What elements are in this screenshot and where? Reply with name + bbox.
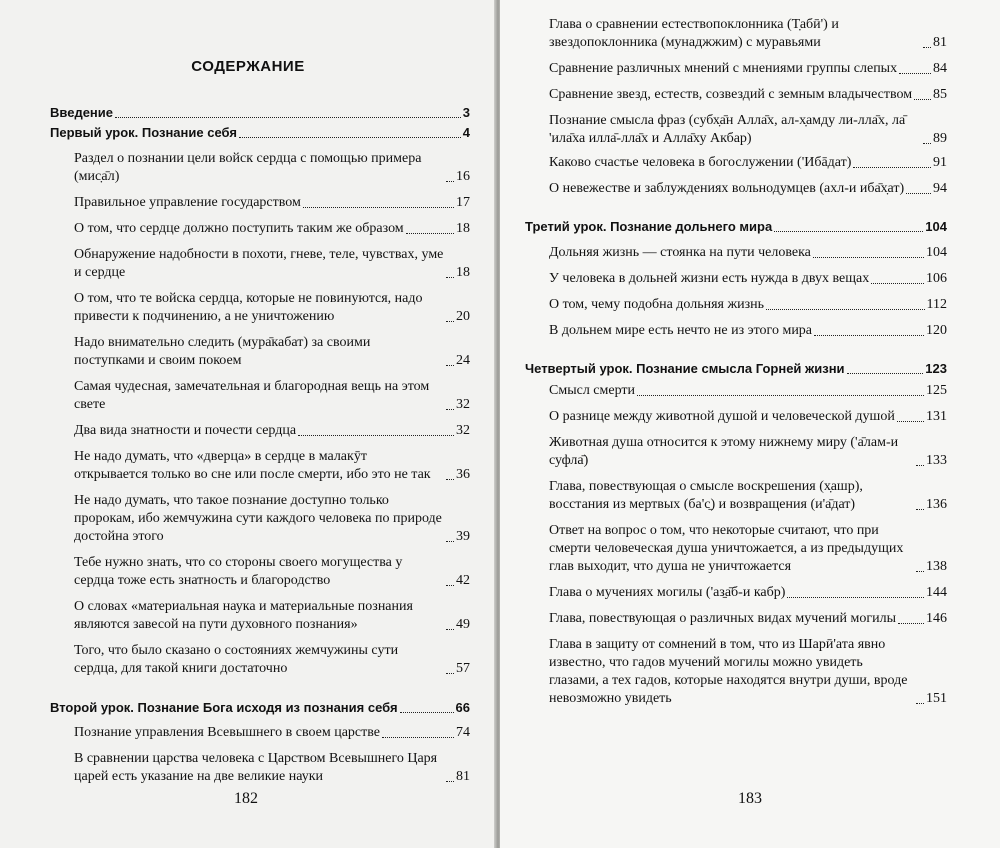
dot-leader <box>446 541 454 542</box>
toc-entry <box>74 194 470 212</box>
toc-entry <box>549 322 947 340</box>
dot-leader <box>446 673 454 674</box>
toc-entry-page: 136 <box>926 497 947 512</box>
dot-leader <box>446 365 454 366</box>
toc-chapter-entry <box>525 218 947 236</box>
toc-entry-page: 144 <box>926 585 947 600</box>
toc-entry-page: 84 <box>933 61 947 76</box>
dot-leader <box>446 585 454 586</box>
dot-leader <box>382 737 454 738</box>
left-page <box>0 0 496 848</box>
toc-entry-page: 91 <box>933 155 947 170</box>
toc-entry-title: Сравнение звезд, естеств, созвездий с земным владычеством <box>549 87 913 102</box>
toc-entry <box>74 246 470 282</box>
toc-entry <box>74 422 470 440</box>
dot-leader <box>298 435 454 436</box>
toc-entry-title: Не надо думать, что такое познание доступно только пророкам, ибо жемчужина сути каждого человека по природе достойна этого <box>74 493 442 544</box>
toc-entry-page: 74 <box>456 725 470 740</box>
dot-leader <box>446 781 454 782</box>
toc-entry <box>549 522 947 576</box>
dot-leader <box>847 373 924 374</box>
right-page <box>500 0 1000 848</box>
dot-leader <box>446 409 454 410</box>
toc-entry-page: 81 <box>933 35 947 50</box>
toc-entry-title: О словах «материальная наука и материальные познания являются завесой на пути духовного познания» <box>74 599 413 632</box>
dot-leader <box>406 233 454 234</box>
dot-leader <box>916 571 924 572</box>
toc-entry-title: О разнице между животной душой и человеческой душой <box>549 409 895 424</box>
toc-entry-page: 4 <box>462 125 470 140</box>
toc-entry-title: О том, что сердце должно поступить таким же образом <box>74 221 404 236</box>
dot-leader <box>871 283 924 284</box>
toc-entry-title: Ответ на вопрос о том, что некоторые считают, что при смерти человеческая душа уничтожается, а из предыдущих глав выходит, что душа не уничтожается <box>549 523 904 574</box>
toc-entry-title: Познание управления Всевышнего в своем царстве <box>74 725 380 740</box>
toc-entry-page: 32 <box>456 423 470 438</box>
toc-entry <box>549 244 947 262</box>
dot-leader <box>774 231 923 232</box>
dot-leader <box>446 479 454 480</box>
toc-entry <box>549 112 947 148</box>
dot-leader <box>813 257 924 258</box>
toc-entry-page: 42 <box>456 573 470 588</box>
toc-entry-page: 120 <box>926 323 947 338</box>
toc-entry-title: О том, чему подобна дольняя жизнь <box>549 297 765 312</box>
toc-entry-title: Правильное управление государством <box>74 195 301 210</box>
toc-chapter-entry <box>50 699 470 717</box>
toc-entry-page: 18 <box>456 221 470 236</box>
toc-entry <box>74 220 470 238</box>
dot-leader <box>914 99 931 100</box>
toc-entry-title: Дольняя жизнь — стоянка на пути человека <box>549 245 811 260</box>
toc-entry-page: 133 <box>926 453 947 468</box>
toc-entry-page: 16 <box>456 169 470 184</box>
toc-chapter-entry <box>50 104 470 122</box>
toc-entry-title: Первый урок. Познание себя <box>50 125 237 140</box>
toc-entry-page: 17 <box>456 195 470 210</box>
toc-entry <box>74 642 470 678</box>
toc-entry <box>549 154 947 172</box>
page-title: СОДЕРЖАНИЕ <box>191 58 305 75</box>
toc-entry <box>549 636 947 708</box>
toc-entry-page: 106 <box>926 271 947 286</box>
page-number-left: 182 <box>234 790 258 807</box>
toc-entry-page: 57 <box>456 661 470 676</box>
toc-entry-page: 24 <box>456 353 470 368</box>
dot-leader <box>446 629 454 630</box>
toc-entry <box>549 610 947 628</box>
dot-leader <box>446 181 454 182</box>
toc-entry-page: 89 <box>933 131 947 146</box>
dot-leader <box>853 167 931 168</box>
toc-entry <box>74 724 470 742</box>
dot-leader <box>916 509 924 510</box>
toc-list-right <box>525 16 947 708</box>
toc-entry-title: Познание смысла фраз (субх̣а̄н Алла̄х, ал-х̣амду ли-лла̄х, ла̄ 'ила̄ха илла̄-лла̄х и Алла̄ху Акбар) <box>549 113 906 146</box>
dot-leader <box>906 193 931 194</box>
toc-entry-page: 138 <box>926 559 947 574</box>
toc-entry <box>549 382 947 400</box>
toc-entry-page: 131 <box>926 409 947 424</box>
toc-entry <box>549 584 947 602</box>
toc-entry <box>74 554 470 590</box>
toc-entry-title: Тебе нужно знать, что со стороны своего могущества у сердца тоже есть знатность и благородство <box>74 555 403 588</box>
toc-entry-title: Сравнение различных мнений с мнениями группы слепых <box>549 61 898 76</box>
toc-entry-title: Четвертый урок. Познание смысла Горней жизни <box>525 361 845 376</box>
toc-entry-title: Введение <box>50 105 113 120</box>
toc-entry-title: Животная душа относится к этому нижнему миру ('а̄лам-и суфла̄) <box>549 435 899 468</box>
toc-entry-title: О том, что те войска сердца, которые не повинуются, надо привести к подчинению, а не уничтожению <box>74 291 423 324</box>
toc-entry-title: Обнаружение надобности в похоти, гневе, теле, чувствах, уме и сердце <box>74 247 444 280</box>
dot-leader <box>899 73 931 74</box>
toc-entry-page: 66 <box>455 700 470 715</box>
dot-leader <box>916 703 924 704</box>
toc-entry-page: 20 <box>456 309 470 324</box>
dot-leader <box>637 395 924 396</box>
toc-entry-page: 3 <box>462 105 470 120</box>
toc-entry-page: 18 <box>456 265 470 280</box>
toc-list-left <box>50 104 470 786</box>
dot-leader <box>897 421 924 422</box>
toc-entry-title: О невежестве и заблуждениях вольнодумцев (ахл-и иба̄х̣ат) <box>549 181 905 196</box>
page-number-right: 183 <box>738 790 762 807</box>
dot-leader <box>446 277 454 278</box>
dot-leader <box>923 143 931 144</box>
toc-entry-title: В сравнении царства человека с Царством Всевышнего Царя царей есть указание на две великие науки <box>74 751 438 784</box>
toc-entry-title: Смысл смерти <box>549 383 636 398</box>
toc-entry-title: Не надо думать, что «дверца» в сердце в малакӯт открывается только во сне или после смерти, ибо это не так <box>74 449 431 482</box>
toc-entry-title: Глава, повествующая о различных видах мучений могилы <box>549 611 896 626</box>
toc-entry <box>549 60 947 78</box>
dot-leader <box>787 597 924 598</box>
toc-entry-page: 81 <box>456 769 470 784</box>
toc-entry-page: 94 <box>933 181 947 196</box>
toc-entry <box>549 478 947 514</box>
toc-entry-title: У человека в дольней жизни есть нужда в двух вещах <box>549 271 870 286</box>
toc-entry <box>74 150 470 186</box>
toc-entry <box>74 750 470 786</box>
dot-leader <box>446 321 454 322</box>
toc-entry-page: 146 <box>926 611 947 626</box>
toc-entry <box>549 270 947 288</box>
toc-entry-title: Глава о мучениях могилы ('аз̱а̄б-и кабр) <box>549 585 786 600</box>
toc-entry-page: 123 <box>925 361 947 376</box>
toc-entry-page: 104 <box>926 245 947 260</box>
toc-entry-page: 104 <box>925 219 947 234</box>
toc-entry-page: 85 <box>933 87 947 102</box>
toc-entry <box>549 408 947 426</box>
toc-entry <box>74 334 470 370</box>
dot-leader <box>766 309 924 310</box>
toc-entry-title: Глава в защиту от сомнений в том, что из Шарӣ'ата явно известно, что гадов мучений могилы можно увидеть глазами, а тех гадов, которые находятся внутри души, вроде невозможно увидеть <box>549 637 908 706</box>
toc-entry-title: Третий урок. Познание дольнего мира <box>525 219 773 234</box>
toc-entry <box>549 180 947 198</box>
toc-entry <box>549 16 947 52</box>
toc-entry-title: Глава о сравнении естествопоклонника (Т̣абӣ') и звездопоклонника (мунаджжим) с муравьями <box>549 17 839 50</box>
toc-chapter-entry <box>50 124 470 142</box>
dot-leader <box>923 47 931 48</box>
toc-entry-title: В дольнем мире есть нечто не из этого мира <box>549 323 813 338</box>
toc-entry-title: Того, что было сказано о состояниях жемчужины сути сердца, для такой книги достаточно <box>74 643 399 676</box>
toc-entry-title: Самая чудесная, замечательная и благородная вещь на этом свете <box>74 379 430 412</box>
toc-entry-page: 151 <box>926 691 947 706</box>
dot-leader <box>115 117 461 118</box>
toc-entry-page: 36 <box>456 467 470 482</box>
dot-leader <box>400 712 454 713</box>
toc-entry-title: Два вида знатности и почести сердца <box>74 423 297 438</box>
toc-entry-page: 49 <box>456 617 470 632</box>
dot-leader <box>916 465 924 466</box>
toc-entry <box>549 86 947 104</box>
toc-entry-title: Раздел о познании цели войск сердца с помощью примера (мис̣а̄л) <box>74 151 422 184</box>
toc-entry-title: Второй урок. Познание Бога исходя из познания себя <box>50 700 398 715</box>
toc-entry <box>74 598 470 634</box>
dot-leader <box>239 137 461 138</box>
toc-entry-page: 32 <box>456 397 470 412</box>
toc-entry <box>74 448 470 484</box>
toc-entry-page: 39 <box>456 529 470 544</box>
toc-entry-page: 125 <box>926 383 947 398</box>
dot-leader <box>814 335 924 336</box>
toc-entry-page: 112 <box>926 297 947 312</box>
toc-entry <box>549 296 947 314</box>
toc-entry <box>549 434 947 470</box>
dot-leader <box>303 207 454 208</box>
toc-chapter-entry <box>525 360 947 378</box>
dot-leader <box>898 623 924 624</box>
toc-entry-title: Надо внимательно следить (мура̄кабат) за своими поступками и своим покоем <box>74 335 371 368</box>
toc-entry <box>74 492 470 546</box>
toc-entry-title: Глава, повествующая о смысле воскрешения (х̣ашр), восстания из мертвых (ба'с̱) и возвращения (и'а̄дат) <box>549 479 863 512</box>
toc-entry <box>74 378 470 414</box>
toc-entry <box>74 290 470 326</box>
toc-entry-title: Каково счастье человека в богослужении ('Ибāдат) <box>549 155 852 170</box>
